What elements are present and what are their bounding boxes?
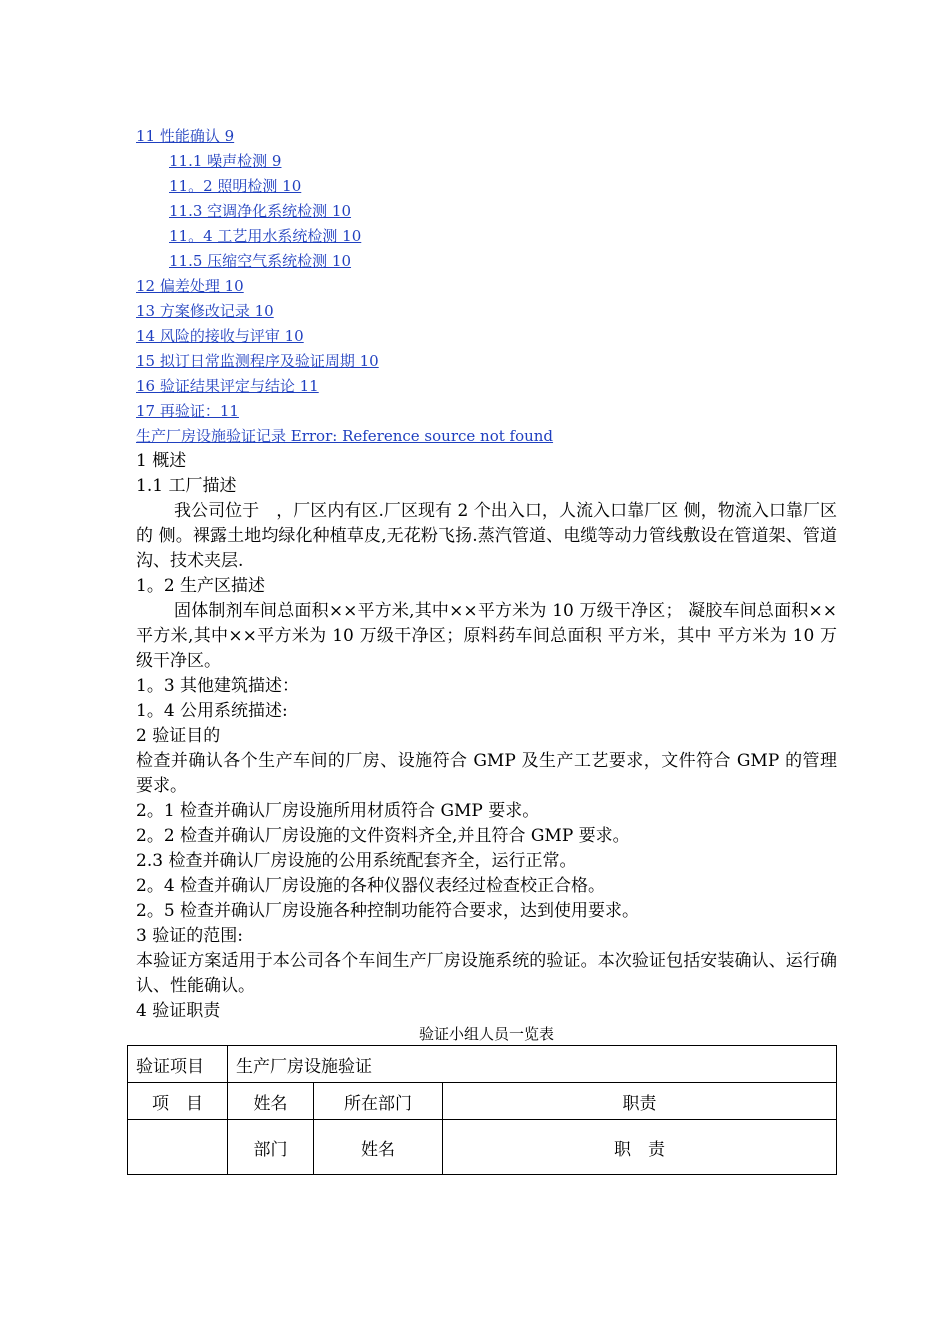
toc-link[interactable]: 11。4 工艺用水系统检测 10 bbox=[169, 227, 362, 245]
toc-link[interactable]: 11.3 空调净化系统检测 10 bbox=[169, 202, 352, 220]
table-row bbox=[128, 1083, 837, 1120]
table-header-cell: 姓名 bbox=[228, 1083, 314, 1120]
document-body bbox=[136, 449, 837, 1044]
toc-link[interactable]: 12 偏差处理 10 bbox=[136, 277, 244, 295]
table-cell: 职 责 bbox=[443, 1120, 837, 1175]
toc-link[interactable]: 生产厂房设施验证记录 Error: Reference source not found bbox=[136, 427, 554, 445]
document-page bbox=[136, 124, 837, 1044]
team-table bbox=[127, 1045, 837, 1175]
table-cell: 验证项目 bbox=[128, 1046, 228, 1083]
toc-link[interactable]: 11 性能确认 9 bbox=[136, 127, 235, 145]
table-cell: 生产厂房设施验证 bbox=[228, 1046, 837, 1083]
section-heading: 1.1 工厂描述 bbox=[136, 476, 237, 496]
paragraph: 检查并确认各个生产车间的厂房、设施符合 GMP 及生产工艺要求，文件符合 GMP 的管理要求。 bbox=[136, 751, 837, 796]
table-header-cell: 项 目 bbox=[128, 1083, 228, 1120]
paragraph: 本验证方案适用于本公司各个车间生产厂房设施系统的验证。本次验证包括安装确认、运行确认、性能确认。 bbox=[136, 951, 837, 996]
section-heading: 1。3 其他建筑描述： bbox=[136, 676, 300, 696]
toc-link[interactable]: 11.5 压缩空气系统检测 10 bbox=[169, 252, 352, 270]
table-cell bbox=[128, 1120, 228, 1175]
table-caption: 验证小组人员一览表 bbox=[418, 1025, 554, 1043]
table-cell: 部门 bbox=[228, 1120, 314, 1175]
table-row bbox=[128, 1046, 837, 1083]
list-item: 2。1 检查并确认厂房设施所用材质符合 GMP 要求。 bbox=[136, 801, 540, 821]
toc-link[interactable]: 17 再验证：11 bbox=[136, 402, 239, 420]
section-heading: 1。4 公用系统描述: bbox=[136, 701, 288, 721]
section-heading: 3 验证的范围: bbox=[136, 926, 243, 946]
toc-link[interactable]: 15 拟订日常监测程序及验证周期 10 bbox=[136, 352, 379, 370]
list-item: 2。4 检查并确认厂房设施的各种仪器仪表经过检查校正合格。 bbox=[136, 876, 606, 896]
table-cell: 姓名 bbox=[314, 1120, 443, 1175]
toc-link[interactable]: 11。2 照明检测 10 bbox=[169, 177, 302, 195]
toc-link[interactable]: 14 风险的接收与评审 10 bbox=[136, 327, 304, 345]
section-heading: 1 概述 bbox=[136, 451, 187, 471]
table-header-cell: 所在部门 bbox=[314, 1083, 443, 1120]
list-item: 2。5 检查并确认厂房设施各种控制功能符合要求，达到使用要求。 bbox=[136, 901, 640, 921]
section-heading: 2 验证目的 bbox=[136, 726, 221, 746]
section-heading: 1。2 生产区描述 bbox=[136, 576, 266, 596]
table-of-contents bbox=[136, 124, 837, 449]
list-item: 2。2 检查并确认厂房设施的文件资料齐全,并且符合 GMP 要求。 bbox=[136, 826, 630, 846]
toc-link[interactable]: 11.1 噪声检测 9 bbox=[169, 152, 282, 170]
table-header-cell: 职责 bbox=[443, 1083, 837, 1120]
paragraph: 固体制剂车间总面积××平方米,其中××平方米为 10 万级干净区； 凝胶车间总面积××平方米,其中××平方米为 10 万级干净区；原料药车间总面积 平方米，其中 平方米为 10 万级干净区。 bbox=[136, 601, 837, 671]
toc-link[interactable]: 13 方案修改记录 10 bbox=[136, 302, 274, 320]
list-item: 2.3 检查并确认厂房设施的公用系统配套齐全，运行正常。 bbox=[136, 851, 577, 871]
section-heading: 4 验证职责 bbox=[136, 1001, 221, 1021]
toc-link[interactable]: 16 验证结果评定与结论 11 bbox=[136, 377, 319, 395]
table-row bbox=[128, 1120, 837, 1175]
paragraph: 我公司位于 ，厂区内有区.厂区现有 2 个出入口，人流入口靠厂区 侧，物流入口靠厂区的 侧。裸露土地均绿化种植草皮,无花粉飞扬.蒸汽管道、电缆等动力管线敷设在管道架、管道沟、技术夹层. bbox=[136, 501, 837, 571]
